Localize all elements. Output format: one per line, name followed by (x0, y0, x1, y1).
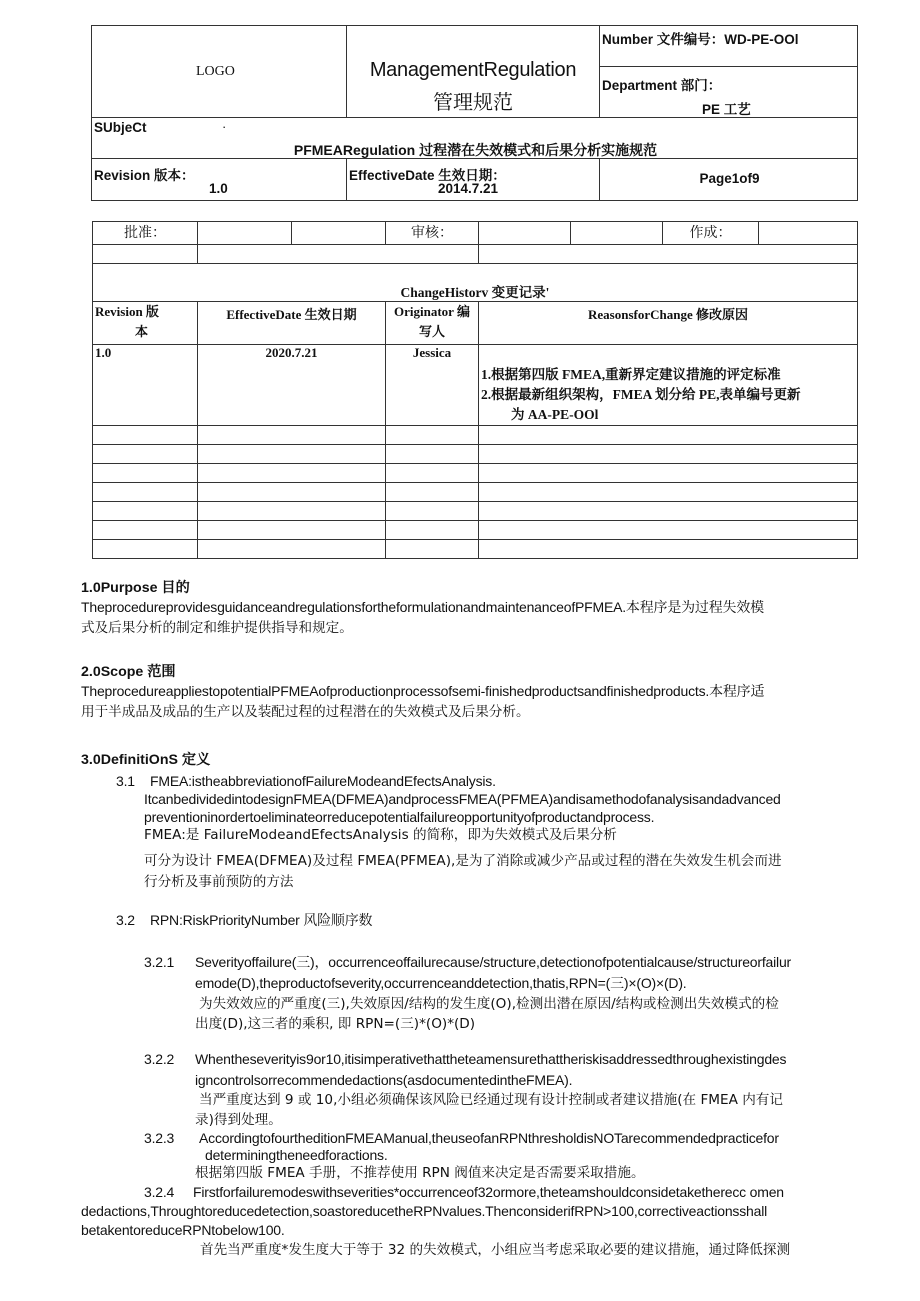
table-row (93, 483, 858, 502)
page-number: Page1of9 (699, 171, 760, 186)
def-3-1-line4: FMEA:是 FailureModeandEfectsAnalysis 的简称，即为失效模式及后果分析 (144, 827, 617, 843)
table-row (93, 345, 858, 426)
def-3-2-3-line3: 根据第四版 FMEA 手册，不推荐使用 RPN 阀值来决定是否需要采取措施。 (195, 1165, 645, 1181)
title-en: ManagementRegulation (369, 59, 577, 81)
scope-text-en: TheprocedureappliestopotentialPFMEAofproductionprocessofsemi-finishedproductsandfinishedproducts.本程序适 (81, 683, 765, 699)
scope-text-zh: 用于半成品及成品的生产以及装配过程的过程潜在的失效模式及后果分析。 (81, 704, 530, 720)
revision-cell (92, 159, 347, 201)
def-3-2-1-line1: Severityoffailure(三)，occurrenceoffailurecause/structure,detectionofpotentialcause/structureorfailur (195, 954, 791, 970)
effective-date-label: EffectiveDate 生效日期： (349, 168, 506, 183)
def-3-2-4-line3: betakentoreduceRPNtobelow100. (81, 1222, 285, 1238)
def-3-2-4-line2: dedactions,Throughtoreducedetection,soastoreducetheRPNvalues.ThenconsiderifRPN>100,correctiveactionsshall (81, 1203, 768, 1219)
effective-date-cell (347, 159, 600, 201)
subject-cell (92, 118, 858, 159)
def-3-2-2-line2: igncontrolsorrecommendedactions(asdocumentedintheFMEA). (195, 1072, 573, 1088)
def-3-2-1-number: 3.2.1 (144, 954, 175, 970)
revision-label: Revision 版本： (94, 168, 195, 183)
title-cell (347, 26, 600, 118)
def-3-2-2-line1: Whentheseverityis9or10,itisimperativethattheteamensurethattheriskisaddressedthroughexistingdes (195, 1051, 787, 1067)
review-date (571, 222, 663, 245)
table-row (93, 464, 858, 483)
approve-label: 批准： (93, 222, 198, 245)
table-row (93, 540, 858, 559)
def-3-1-line3: preventioninordertoeliminateorreducepotentialfailureopportunityofproductandprocess. (144, 809, 655, 825)
def-3-1-line5: 可分为设计 FMEA(DFMEA)及过程 FMEA(PFMEA),是为了消除或减少产品或过程的潜在失效发生机会而进 (144, 853, 782, 869)
def-3-1-number: 3.1 (116, 773, 135, 789)
col-revision: Revision 版 本 (93, 302, 198, 345)
document-number: Number 文件编号：WD-PE-OOl (602, 32, 799, 47)
table-row (93, 521, 858, 540)
purpose-title: 1.0Purpose 目的 (81, 580, 190, 596)
def-3-2-3-line1: AccordingtofourtheditionFMEAManual,theuseofanRPNthresholdisNOTarecommendedpracticefor (199, 1130, 779, 1146)
subject-dot: · (222, 119, 227, 134)
prepare-label: 作成： (663, 222, 759, 245)
purpose-text-zh: 式及后果分析的制定和维护提供指导和规定。 (81, 620, 353, 636)
subject-label: SUbjeCt (94, 120, 147, 135)
def-3-2-3-number: 3.2.3 (144, 1130, 175, 1146)
effective-date-value: 2014.7.21 (438, 181, 499, 196)
prepare-sign (759, 222, 858, 245)
change-history-title: ChangeHistorv 变更记录' (93, 264, 858, 302)
title-zh: 管理规范 (433, 90, 513, 114)
purpose-text-en: TheprocedureprovidesguidanceandregulationsfortheformulationandmaintenanceofPFMEA.本程序是为过程失效模 (81, 599, 764, 615)
row-originator: Jessica (386, 345, 479, 426)
def-3-1-line2: ItcanbedividedintodesignFMEA(DFMEA)andprocessFMEA(PFMEA)andisamethodofanalysisandadvanced (144, 791, 781, 807)
def-3-2-1-line2: emode(D),theproductofseverity,occurrenceanddetection,thatis,RPN=(三)×(O)×(D). (195, 975, 687, 991)
department-label: Department 部门： (602, 78, 722, 93)
logo-cell (92, 26, 347, 118)
def-3-2-4-line4: 首先当严重度*发生度大于等于 32 的失效模式，小组应当考虑采取必要的建议措施，通过降低探测 (200, 1242, 791, 1258)
def-3-2-4-line1: Firstforfailuremodeswithseverities*occurrenceof32ormore,theteamshouldconsidetaketherecc omen (193, 1184, 784, 1200)
logo: LOGO (196, 64, 235, 79)
def-3-2-2-line3: 当严重度达到 9 或 10,小组必须确保该风险已经通过现有设计控制或者建议措施(在 FMEA 内有记 (199, 1092, 783, 1108)
row-date: 2020.7.21 (198, 345, 386, 426)
def-3-1-line6: 行分析及事前预防的方法 (144, 874, 294, 890)
def-3-1-line1: FMEA:istheabbreviationofFailureModeandEfectsAnalysis. (150, 773, 496, 789)
table-row (93, 426, 858, 445)
page-cell (600, 159, 858, 201)
row-revision: 1.0 (93, 345, 198, 426)
def-3-2-text: RPN:RiskPriorityNumber 风险顺序数 (150, 912, 373, 928)
scope-title: 2.0Scope 范围 (81, 664, 176, 680)
change-history-table (92, 221, 858, 559)
definitions-title: 3.0DefinitiOnS 定义 (81, 752, 211, 768)
col-effective-date: EffectiveDate 生效日期 (198, 302, 386, 345)
revision-value: 1.0 (209, 181, 228, 196)
department-value: PE 工艺 (702, 102, 751, 117)
table-row (93, 445, 858, 464)
review-sign (479, 222, 571, 245)
def-3-2-1-line4: 出度(D),这三者的乘积, 即 RPN=(三)*(O)*(D) (195, 1016, 476, 1032)
col-originator: Originator 编 写人 (386, 302, 479, 345)
col-reasons: ReasonsforChange 修改原因 (479, 302, 858, 345)
def-3-2-4-number: 3.2.4 (144, 1184, 175, 1200)
table-row (93, 502, 858, 521)
approve-date (292, 222, 386, 245)
def-3-2-2-number: 3.2.2 (144, 1051, 175, 1067)
subject-value: PFMEARegulation 过程潜在失效模式和后果分析实施规范 (293, 142, 658, 158)
document-header (91, 25, 858, 201)
number-department-cell (600, 26, 858, 118)
row-reasons: 1.根据第四版 FMEA,重新界定建议措施的评定标准 2.根据最新组织架构，FMEA 划分给 PE,表单编号更新 为 AA-PE-OOl (479, 345, 858, 426)
review-label: 审核： (386, 222, 479, 245)
def-3-2-3-line2: determiningtheneedforactions. (205, 1147, 388, 1163)
def-3-2-number: 3.2 (116, 912, 135, 928)
def-3-2-1-line3: 为失效效应的严重度(三),失效原因/结构的发生度(O),检测出潜在原因/结构或检测出失效模式的检 (199, 996, 779, 1012)
approve-sign (198, 222, 292, 245)
def-3-2-2-line4: 录)得到处理。 (195, 1112, 282, 1128)
